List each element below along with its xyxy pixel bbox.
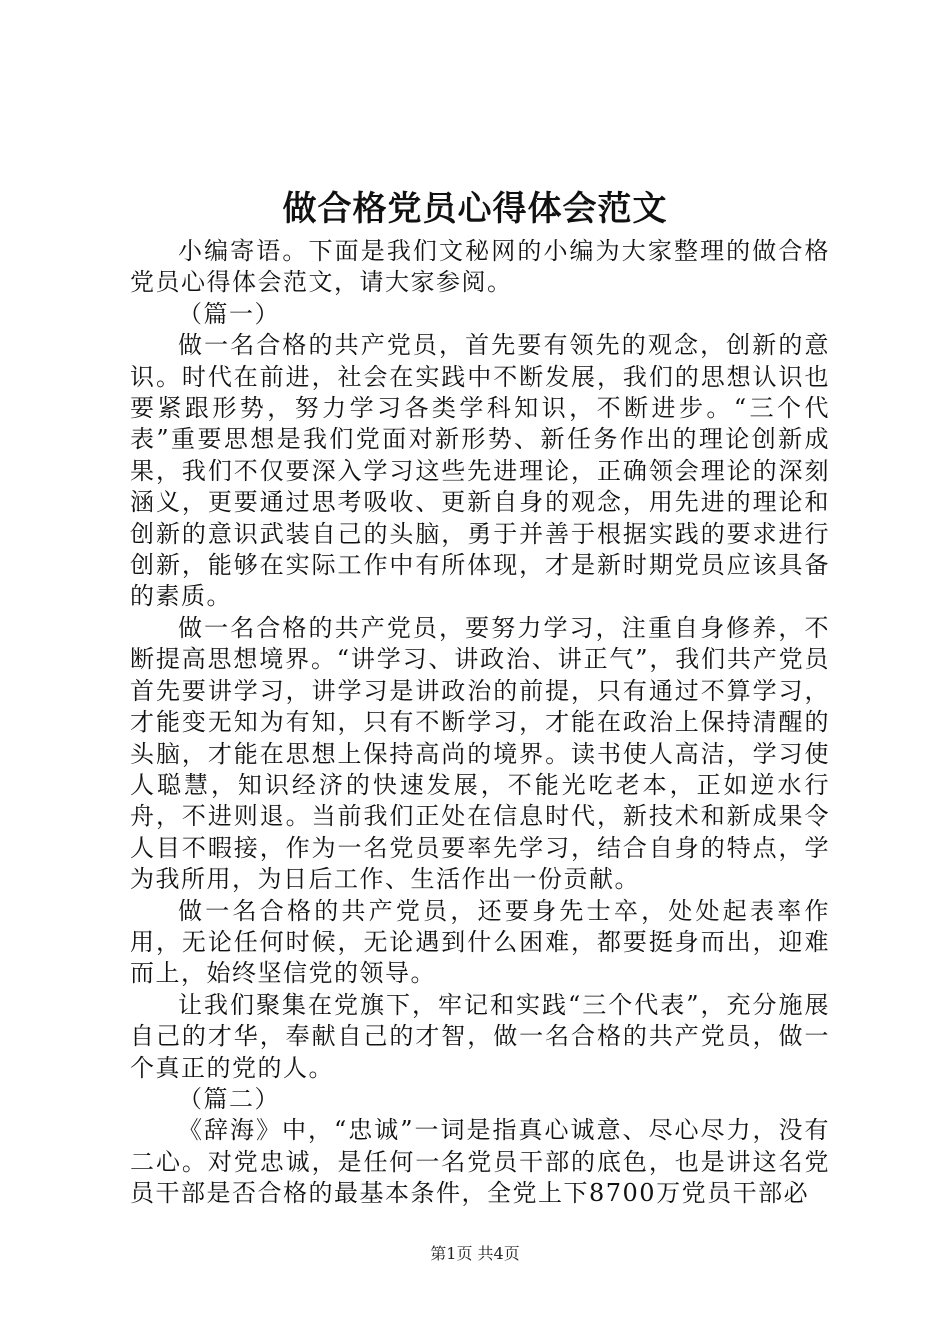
document-title: 做合格党员心得体会范文: [282, 189, 668, 229]
body-paragraph: 做一名合格的共产党员，还要身先士卒，处处起表率作用，无论任何时候，无论遇到什么困难，都要挺身而出，迎难而上，始终坚信党的领导。: [130, 896, 830, 988]
body-paragraph: 《辞海》中，“忠诚”一词是指真心诚意、尽心尽力，没有二心。对党忠诚，是任何一名党员干部的底色，也是讲这名党员干部是否合格的最基本条件，全党上下8700万党员干部必: [130, 1116, 830, 1208]
body-paragraph: 做一名合格的共产党员，首先要有领先的观念，创新的意识。时代在前进，社会在实践中不断发展，我们的思想认识也要紧跟形势，努力学习各类学科知识，不断进步。“三个代表”重要思想是我们党面对新形势、新任务作出的理论创新成果，我们不仅要深入学习这些先进理论，正确领会理论的深刻涵义，更要通过思考吸收、更新自身的观念，用先进的理论和创新的意识武装自己的头脑，勇于并善于根据实践的要求进行创新，能够在实际工作中有所体现，才是新时期党员应该具备的素质。: [130, 331, 830, 611]
section-heading-2: （篇二）: [178, 1084, 280, 1113]
body-paragraph: 做一名合格的共产党员，要努力学习，注重自身修养，不断提高思想境界。“讲学习、讲政治、讲正气”，我们共产党员首先要讲学习，讲学习是讲政治的前提，只有通过不算学习，才能变无知为有知，只有不断学习，才能在政治上保持清醒的头脑，才能在思想上保持高尚的境界。读书使人高洁，学习使人聪慧，知识经济的快速发展，不能光吃老本，正如逆水行舟，不进则退。当前我们正处在信息时代，新技术和新成果令人目不暇接，作为一名党员要率先学习，结合自身的特点，学为我所用，为日后工作、生活作出一份贡献。: [130, 613, 830, 894]
body-paragraph: 让我们聚集在党旗下，牢记和实践“三个代表”，充分施展自己的才华，奉献自己的才智，做一名合格的共产党员，做一个真正的党的人。: [130, 990, 830, 1082]
document-body: [130, 236, 830, 1210]
page-footer: 第1页 共4页: [430, 1244, 520, 1263]
intro-paragraph: 小编寄语。下面是我们文秘网的小编为大家整理的做合格党员心得体会范文，请大家参阅。: [130, 237, 830, 297]
section-heading-1: （篇一）: [178, 299, 280, 328]
